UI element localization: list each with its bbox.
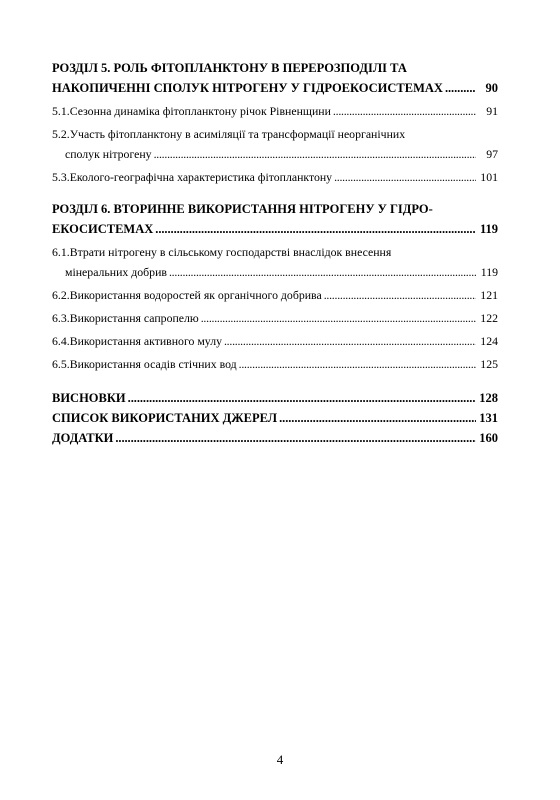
page-ref: 128 xyxy=(479,391,498,405)
chapter-title-line: ЕКОСИСТЕМАХ xyxy=(52,222,154,236)
section-title: ДОДАТКИ xyxy=(52,431,114,445)
page-ref: 125 xyxy=(480,357,498,371)
section-title: ВИСНОВКИ xyxy=(52,391,126,405)
chapter-title-line: НАКОПИЧЕННІ СПОЛУК НІТРОГЕНУ У ГІДРОЕКОСИСТЕМАХ xyxy=(52,81,443,95)
page-ref: 124 xyxy=(480,334,498,348)
item-title: 5.2.Участь фітопланктону в асиміляції та трансформації неорганічних xyxy=(52,127,406,141)
dot-leader xyxy=(334,167,476,187)
item-title: 5.3.Еколого-географічна характеристика фітопланктону xyxy=(52,170,333,184)
toc-appendices[interactable] xyxy=(52,428,498,448)
toc-item-6-1[interactable] xyxy=(52,242,498,282)
toc-item-6-4[interactable] xyxy=(52,331,498,351)
dot-leader xyxy=(155,219,476,239)
page-ref: 90 xyxy=(485,81,498,95)
table-of-contents xyxy=(52,58,498,448)
page-ref: 97 xyxy=(486,147,498,161)
page-ref: 91 xyxy=(486,104,498,118)
page-ref: 122 xyxy=(480,311,498,325)
page-ref: 121 xyxy=(480,288,498,302)
page-number: 4 xyxy=(276,752,284,767)
dot-leader xyxy=(169,262,476,282)
item-title: 6.4.Використання активного мулу xyxy=(52,334,222,348)
toc-item-5-3[interactable] xyxy=(52,167,498,187)
dot-leader xyxy=(115,428,476,448)
item-title: 5.1.Сезонна динаміка фітопланктону річок Рівненщини xyxy=(52,104,331,118)
toc-item-6-2[interactable] xyxy=(52,285,498,305)
dot-leader xyxy=(128,388,476,408)
page-ref: 160 xyxy=(479,431,498,445)
item-title: 6.3.Використання сапропелю xyxy=(52,311,199,325)
toc-references[interactable] xyxy=(52,408,498,428)
item-title: мінеральних добрив xyxy=(65,265,167,279)
toc-chapter-6[interactable] xyxy=(52,199,498,239)
dot-leader xyxy=(201,308,476,328)
dot-leader xyxy=(324,285,476,305)
dot-leader xyxy=(279,408,476,428)
dot-leader xyxy=(224,331,476,351)
page-ref: 119 xyxy=(479,222,498,236)
dot-leader xyxy=(239,354,476,374)
toc-item-5-1[interactable] xyxy=(52,101,498,121)
page-ref: 119 xyxy=(480,265,498,279)
toc-item-6-3[interactable] xyxy=(52,308,498,328)
section-title: СПИСОК ВИКОРИСТАНИХ ДЖЕРЕЛ xyxy=(52,411,278,425)
toc-chapter-5[interactable] xyxy=(52,58,498,98)
toc-item-5-2[interactable] xyxy=(52,124,498,164)
item-title: сполук нітрогену xyxy=(65,147,152,161)
page-ref: 131 xyxy=(479,411,498,425)
page-ref: 101 xyxy=(480,170,498,184)
chapter-title-line: РОЗДІЛ 6. ВТОРИННЕ ВИКОРИСТАННЯ НІТРОГЕНУ У ГІДРО- xyxy=(52,202,433,216)
toc-conclusions[interactable] xyxy=(52,388,498,408)
chapter-title-line: РОЗДІЛ 5. РОЛЬ ФІТОПЛАНКТОНУ В ПЕРЕРОЗПОДІЛІ ТА xyxy=(52,61,407,75)
dot-leader xyxy=(333,101,476,121)
item-title: 6.1.Втрати нітрогену в сільському господарстві внаслідок внесення xyxy=(52,245,392,259)
item-title: 6.5.Використання осадів стічних вод xyxy=(52,357,237,371)
dot-leader xyxy=(445,78,476,98)
toc-item-6-5[interactable] xyxy=(52,354,498,374)
dot-leader xyxy=(154,144,476,164)
item-title: 6.2.Використання водоростей як органічного добрива xyxy=(52,288,322,302)
